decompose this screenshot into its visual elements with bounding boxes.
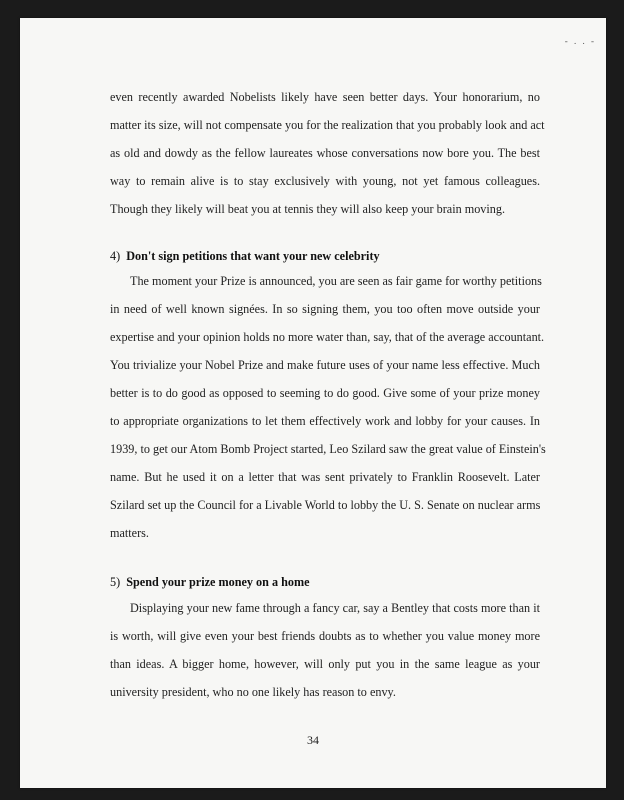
body-line: Displaying your new fame through a fancy car, say a Bentley that costs more than it xyxy=(130,601,540,615)
body-line: matter its size, will not compensate you for the realization that you probably look and act xyxy=(110,118,545,132)
body-line: matters. xyxy=(110,526,149,540)
body-line: university president, who no one likely has reason to envy. xyxy=(110,685,396,699)
body-line: The moment your Prize is announced, you are seen as fair game for worthy petitions xyxy=(130,274,542,288)
section-heading-4 xyxy=(110,249,380,263)
body-line: You trivialize your Nobel Prize and make future uses of your name less effective. Much xyxy=(110,358,540,372)
body-line: better is to do good as opposed to seeming to do good. Give some of your prize money xyxy=(110,386,540,400)
section-number: 4) xyxy=(110,249,121,263)
corner-mark: - . . - xyxy=(564,36,596,46)
body-line: name. But he used it on a letter that was sent privately to Franklin Roosevelt. Later xyxy=(110,470,540,484)
body-line: 1939, to get our Atom Bomb Project started, Leo Szilard saw the great value of Einstein's xyxy=(110,442,546,456)
section-title: Don't sign petitions that want your new celebrity xyxy=(126,249,380,263)
body-line: way to remain alive is to stay exclusively with young, not yet famous colleagues. xyxy=(110,174,540,188)
section-number: 5) xyxy=(110,575,121,589)
body-line: than ideas. A bigger home, however, will only put you in the same league as your xyxy=(110,657,540,671)
document-page xyxy=(20,18,606,788)
body-line: Though they likely will beat you at tennis they will also keep your brain moving. xyxy=(110,202,506,216)
body-line: in need of well known signées. In so signing them, you too often move outside your xyxy=(110,302,540,316)
body-line: Szilard set up the Council for a Livable World to lobby the U. S. Senate on nuclear arms xyxy=(110,498,541,512)
body-line: even recently awarded Nobelists likely have seen better days. Your honorarium, no xyxy=(110,90,540,104)
body-line: is worth, will give even your best friends doubts as to whether you value money more xyxy=(110,629,540,643)
body-line: expertise and your opinion holds no more water than, say, that of the average accountant. xyxy=(110,330,545,344)
body-line: to appropriate organizations to let them effectively work and lobby for your causes. In xyxy=(110,414,540,428)
page-number: 34 xyxy=(307,733,319,747)
body-line: as old and dowdy as the fellow laureates whose conversations now bore you. The best xyxy=(110,146,540,160)
section-title: Spend your prize money on a home xyxy=(126,575,310,589)
section-heading-5 xyxy=(110,575,310,589)
